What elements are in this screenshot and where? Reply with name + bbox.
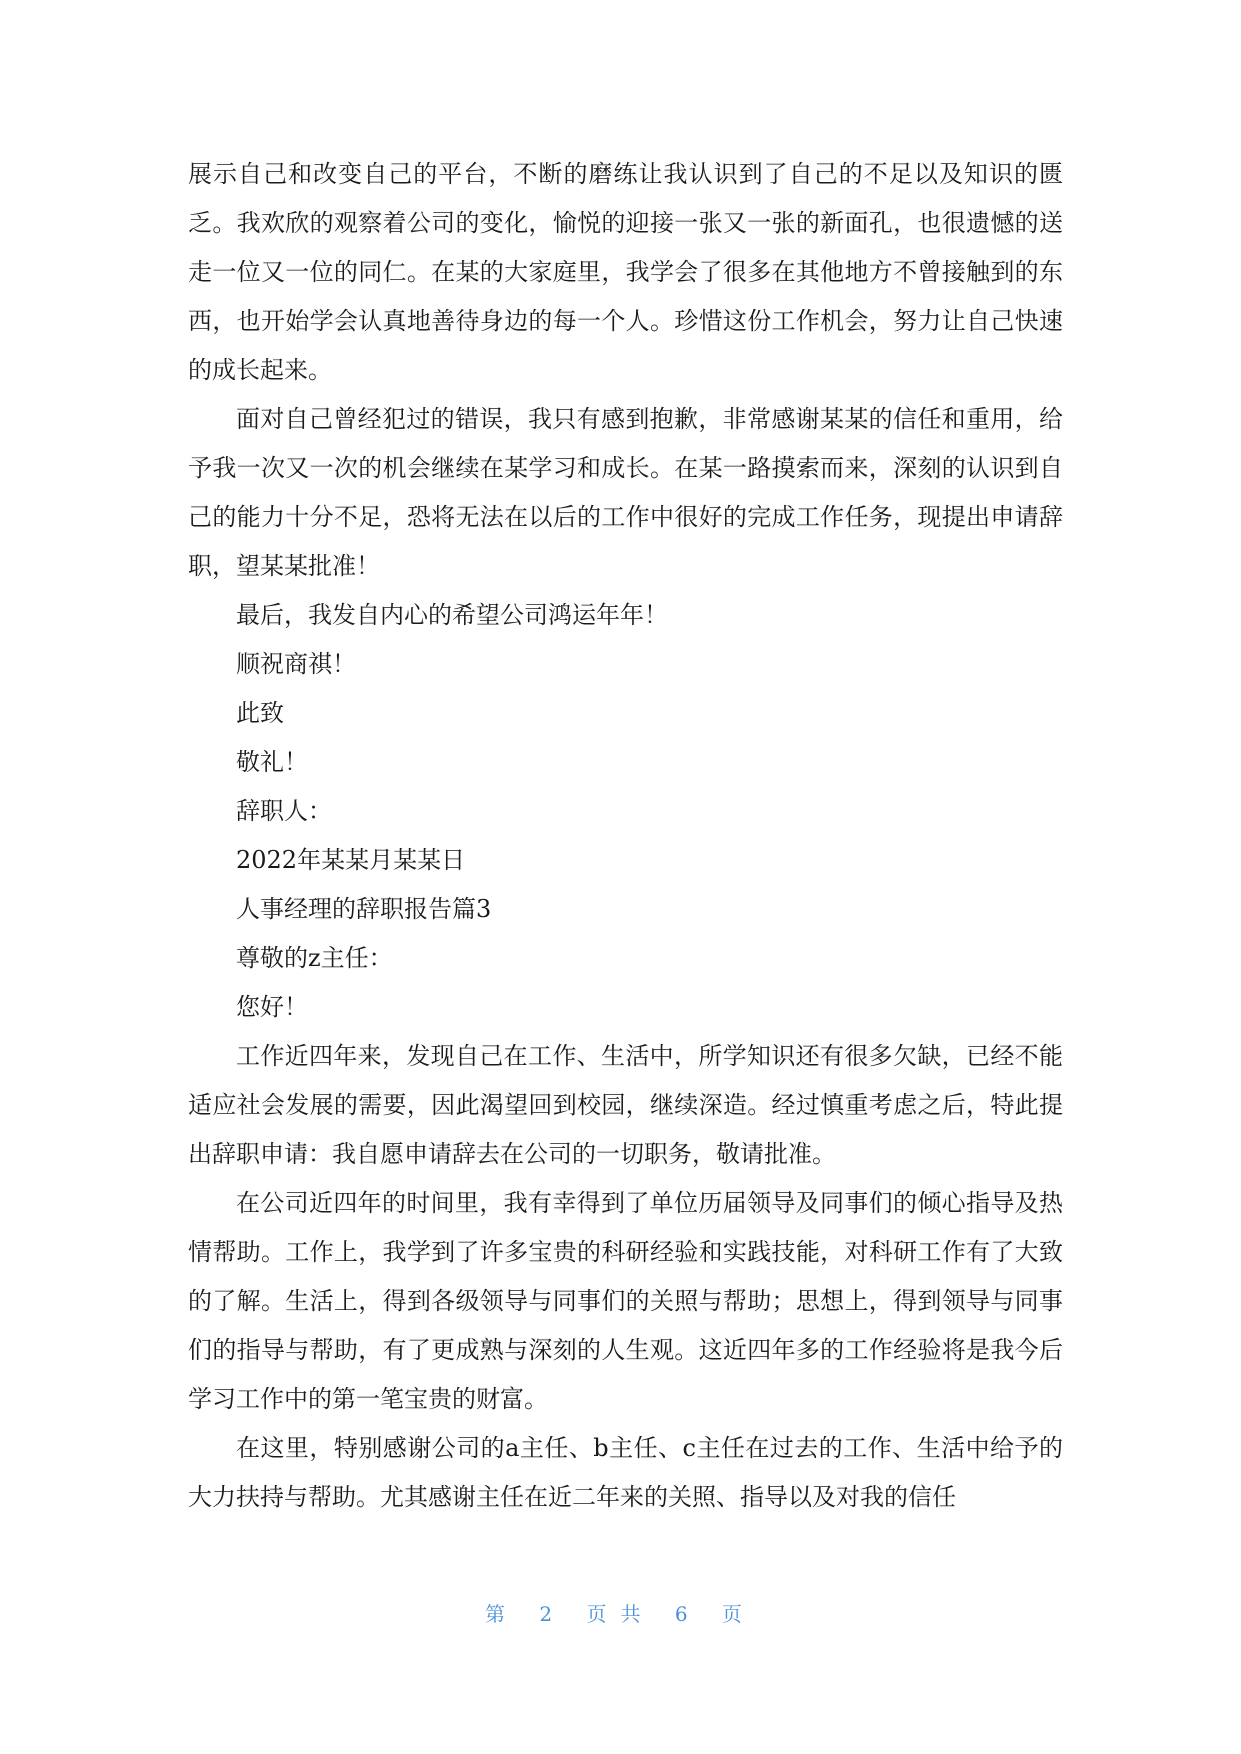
closing-regards: 顺祝商祺！ [236,650,356,678]
page-footer: 第 2 页共 6 页 [485,1602,756,1626]
document-body [188,150,1063,1522]
salutation-line-1: 此致 [236,699,284,727]
signature-line: 辞职人： [236,797,332,825]
section-heading: 人事经理的辞职报告篇3 [236,895,492,923]
paragraph: 面对自己曾经犯过的错误，我只有感到抱歉，非常感谢某某的信任和重用，给予我一次又一次的机会继续在某学习和成长。在某一路摸索而来，深刻的认识到自己的能力十分不足，恐将无法在以后的工作中很好的完成工作任务，现提出申请辞职，望某某批准！ [188,405,1063,580]
paragraph: 在这里，特别感谢公司的a主任、b主任、c主任在过去的工作、生活中给予的大力扶持与帮助。尤其感谢主任在近二年来的关照、指导以及对我的信任 [188,1434,1063,1511]
date-line: 2022年某某月某某日 [236,846,466,874]
greeting-addressee: 尊敬的z主任： [236,944,393,972]
greeting: 您好！ [236,993,308,1021]
paragraph: 在公司近四年的时间里，我有幸得到了单位历届领导及同事们的倾心指导及热情帮助。工作上，我学到了许多宝贵的科研经验和实践技能，对科研工作有了大致的了解。生活上，得到各级领导与同事们的关照与帮助；思想上，得到领导与同事们的指导与帮助，有了更成熟与深刻的人生观。这近四年多的工作经验将是我今后学习工作中的第一笔宝贵的财富。 [188,1189,1063,1413]
paragraph: 工作近四年来，发现自己在工作、生活中，所学知识还有很多欠缺，已经不能适应社会发展的需要，因此渴望回到校园，继续深造。经过慎重考虑之后，特此提出辞职申请：我自愿申请辞去在公司的一切职务，敬请批准。 [188,1042,1063,1168]
closing-wish: 最后，我发自内心的希望公司鸿运年年！ [236,601,668,629]
paragraph-continued: 展示自己和改变自己的平台，不断的磨练让我认识到了自己的不足以及知识的匮乏。我欢欣的观察着公司的变化，愉悦的迎接一张又一张的新面孔，也很遗憾的送走一位又一位的同仁。在某的大家庭里，我学会了很多在其他地方不曾接触到的东西，也开始学会认真地善待身边的每一个人。珍惜这份工作机会，努力让自己快速的成长起来。 [188,160,1063,384]
salutation-line-2: 敬礼！ [236,748,308,776]
